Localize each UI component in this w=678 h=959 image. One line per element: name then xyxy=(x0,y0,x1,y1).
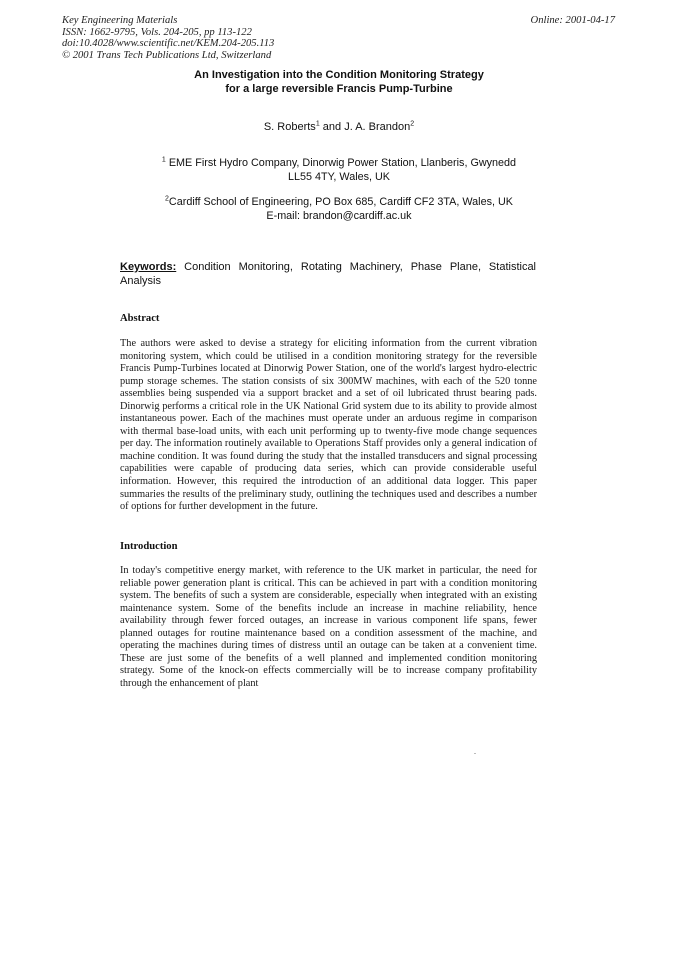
author-conjunction: and xyxy=(319,121,345,133)
author-roberts-affil: 1 xyxy=(315,120,320,128)
introduction-heading: Introduction xyxy=(120,541,178,552)
affiliation-2-marker: 2 xyxy=(165,195,169,203)
title-line-1: An Investigation into the Condition Monitoring Strategy xyxy=(194,69,484,81)
introduction-text: In today's competitive energy market, with reference to the UK market in particular, the need for reliable power generation plant is critical. This can be achieved in part with a condition monitoring system. The benefits of such a system are considerable, especially when integrated with an existing maintenance system. Some of the benefits include an increase in machine reliability, hence availability through fewer forced outages, an increase in various component life spans, fewer planned outages for routine maintenance based on a condition assessment of the machine, and operating the machines during times of distress until an outage can be taken at a convenient time. These are just some of the benefits of a well planned and implemented condition monitoring strategy. Some of the knock-on effects commercially will be to increase company profitability through the enhancement of plant xyxy=(120,565,537,689)
issn-line: ISSN: 1662-9795, Vols. 204-205, pp 113-122 xyxy=(62,26,252,38)
doi-line[interactable]: doi:10.4028/www.scientific.net/KEM.204-205.113 xyxy=(62,38,275,50)
author-roberts: S. Roberts xyxy=(263,121,316,133)
affiliation-2 xyxy=(0,196,678,223)
keywords xyxy=(120,261,536,288)
paper-title xyxy=(0,69,678,96)
scan-speck xyxy=(474,753,476,754)
journal-header xyxy=(62,15,274,61)
affiliation-2-email[interactable]: E-mail: brandon@cardiff.ac.uk xyxy=(266,209,412,222)
author-list xyxy=(0,121,678,133)
author-brandon-affil: 2 xyxy=(410,120,415,128)
keywords-label: Keywords: xyxy=(120,261,177,273)
copyright-line: © 2001 Trans Tech Publications Ltd, Switzerland xyxy=(62,49,272,61)
affiliation-1-line-2: LL55 4TY, Wales, UK xyxy=(287,170,391,183)
keywords-text: Condition Monitoring, Rotating Machinery, Phase Plane, Statistical Analysis xyxy=(120,261,536,287)
affiliation-1-marker: 1 xyxy=(161,156,166,164)
title-line-2: for a large reversible Francis Pump-Turbine xyxy=(225,82,453,95)
affiliation-1-line-1: EME First Hydro Company, Dinorwig Power Station, Llanberis, Gwynedd xyxy=(165,157,517,169)
author-brandon: J. A. Brandon xyxy=(344,121,411,133)
abstract-text: The authors were asked to devise a strategy for eliciting information from the current vibration monitoring system, which could be utilised in a condition monitoring strategy for the reversible Francis Pump-Turbines located at Dinorwig Power Station, one of the world's largest hydro-electric pump storage schemes. The station consists of six 300MW machines, with each of the 520 tonne assemblies being suspended via a support bracket and a set of oil lubricated thrust bearing pads. Dinorwig performs a critical role in the UK National Grid system due to its ability to provide almost instantaneous power. Each of the machines must operate under an arduous regime in comparison with thermal base-load units, with each unit performing up to twenty-five mode change sequences per day. The information routinely available to Operations Staff provides only a general indication of machine condition. It was found during the study that the installed transducers and signal processing capabilities were capable of producing data series, which can provide considerable useful information. However, this required the introduction of an additional data logger. This paper summaries the results of the preliminary study, outlining the techniques used and describes a number of options for further development in the future. xyxy=(120,338,537,513)
online-date: Online: 2001-04-17 xyxy=(530,15,615,26)
journal-name: Key Engineering Materials xyxy=(62,15,178,26)
affiliation-1 xyxy=(0,157,678,184)
abstract-heading: Abstract xyxy=(120,313,160,324)
affiliation-2-line-1: Cardiff School of Engineering, PO Box 685, Cardiff CF2 3TA, Wales, UK xyxy=(168,196,513,208)
